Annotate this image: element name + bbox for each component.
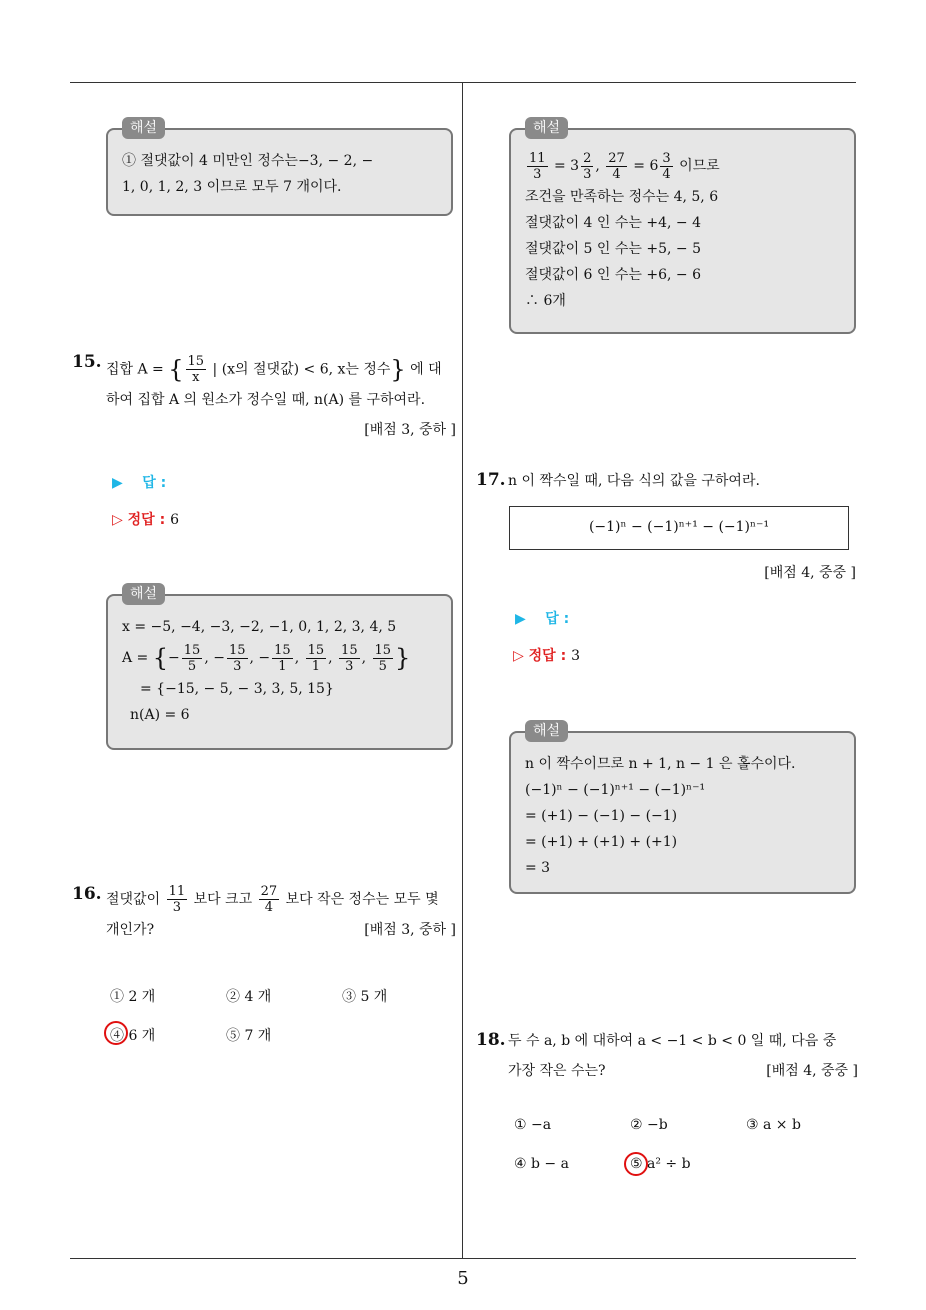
set-element-fraction: $\frac{15}{1}$ , [307, 642, 338, 674]
q15-text-a: 집합 A = [106, 361, 164, 378]
q17-expression-box: (−1)ⁿ − (−1)ⁿ⁺¹ − (−1)ⁿ⁻¹ [509, 506, 849, 550]
q18-question [508, 1026, 858, 1086]
bottom-rule [70, 1258, 856, 1259]
explain-tag: 해설 [525, 117, 568, 139]
q18-score: [배점 4, 중중 ] [766, 1063, 858, 1079]
q15-line2: 하여 집합 A 의 원소가 정수일 때, n(A) 를 구하여라. [106, 392, 426, 408]
q17-explain-line3: = (+1) − (−1) − (−1) [525, 808, 678, 824]
q15-fraction: $\frac{15}{x}$ [187, 354, 205, 385]
explain-tag: 해설 [122, 583, 165, 605]
q15-text-c: 에 대 [410, 361, 442, 378]
top-rule [70, 82, 856, 83]
q15-correct-value: 6 [170, 512, 179, 528]
q15-explain-box [106, 586, 453, 750]
q16-choice-2[interactable]: ② 4 개 [226, 989, 272, 1005]
triangle-outline-icon: ▷ [112, 512, 123, 528]
explain-tag: 해설 [122, 117, 165, 139]
q17-correct-value: 3 [571, 648, 580, 664]
q16-explain-box [509, 120, 856, 334]
q16-score: [배점 3, 중하 ] [364, 922, 456, 938]
play-arrow-icon: ▶ [515, 611, 526, 627]
column-divider [462, 82, 463, 1258]
q16-choice-3[interactable]: ③ 5 개 [342, 989, 388, 1005]
q17-question: n 이 짝수일 때, 다음 식의 값을 구하여라. [508, 473, 760, 489]
set-element-fraction: − $\frac{15}{1}$ , [258, 642, 304, 674]
q16-explain-line2: 조건을 만족하는 정수는 4, 5, 6 [525, 189, 719, 205]
q16-explain-line4: 절댓값이 5 인 수는 +5, − 5 [525, 241, 702, 257]
q18-choice-5[interactable]: ⑤ a² ÷ b [630, 1156, 691, 1172]
set-element-fraction: − $\frac{15}{5}$ , [168, 642, 214, 674]
q15-question: 집합 A = { $\frac{15}{x}$ | (x의 절댓값) < 6, x는 정수} 에 대 하여 집합 A 의 원소가 정수일 때, n(A) 를 구하여라. [배점 3, 중하 ] [106, 354, 456, 445]
q16-explain-line1: $\frac{11}{3}$ = 3 $\frac{2}{3}$ , $\frac{27}{4}$ = 6 $\frac{3}{4}$ 이므로 [529, 150, 720, 182]
q18-number: 18. [476, 1030, 506, 1050]
q16-question: 절댓값이 $\frac{11}{3}$ 보다 크고 $\frac{27}{4}$ 보다 작은 정수는 모두 몇 개인가? [배점 3, 중하 ] [106, 884, 456, 945]
q15-score: [배점 3, 중하 ] [364, 422, 456, 438]
q18-choice-3[interactable]: ③ a × b [746, 1117, 801, 1133]
explain-tag: 해설 [525, 720, 568, 742]
q17-explain-box [509, 723, 856, 894]
set-element-fraction: $\frac{15}{3}$ , [341, 642, 371, 674]
page-number: 5 [457, 1268, 469, 1289]
correct-label: 정답 : [127, 512, 166, 528]
correct-label: 정답 : [528, 648, 567, 664]
q17-explain-line2: (−1)ⁿ − (−1)ⁿ⁺¹ − (−1)ⁿ⁻¹ [525, 782, 706, 798]
triangle-outline-icon: ▷ [513, 648, 524, 664]
q17-explain-line5: = 3 [525, 860, 551, 876]
q14-explain-line1: ① 절댓값이 4 미만인 정수는−3, − 2, − [122, 153, 374, 169]
answer-label: 답 : [142, 475, 167, 491]
q17-answer-row [515, 608, 569, 628]
set-element-fraction: $\frac{15}{5}$ [374, 642, 392, 674]
q14-explain-line2: 1, 0, 1, 2, 3 이므로 모두 7 개이다. [122, 179, 342, 195]
q16-number: 16. [72, 884, 102, 904]
q17-number: 17. [476, 470, 506, 490]
q16-explain-line6: ∴ 6개 [525, 293, 566, 309]
q17-explain-line1: n 이 짝수이므로 n + 1, n − 1 은 홀수이다. [525, 756, 796, 772]
q16-choice-5[interactable]: ⑤ 7 개 [226, 1028, 272, 1044]
set-element-fraction: − $\frac{15}{3}$ , [213, 642, 259, 674]
q15-correct-row [112, 509, 179, 529]
q16-choice-1[interactable]: ① 2 개 [110, 989, 156, 1005]
answer-label: 답 : [545, 611, 570, 627]
q16-line2: 개인가? [106, 922, 155, 938]
q18-choice-1[interactable]: ① −a [514, 1117, 552, 1133]
q16-explain-line5: 절댓값이 6 인 수는 +6, − 6 [525, 267, 702, 283]
q15-answer-row [112, 472, 166, 492]
q16-choice-4[interactable]: ④ 6 개 [110, 1028, 156, 1044]
answer-circle-mark [624, 1152, 648, 1176]
q17-score: [배점 4, 중중 ] [764, 565, 856, 581]
q18-line2: 가장 작은 수는? [508, 1063, 606, 1079]
q18-choice-4[interactable]: ④ b − a [514, 1156, 569, 1172]
q15-explain-line4: n(A) = 6 [130, 707, 190, 723]
q15-explain-line2: A = {− $\frac{15}{5}$ , − $\frac{15}{3}$ , − $\frac{15}{1}$ , $\frac{15}{1}$ , $\frac{15}{3}$ , $\frac{15}{5}$ } [122, 642, 411, 674]
q15-explain-line3: = {−15, − 5, − 3, 3, 5, 15} [140, 681, 334, 697]
q15-number: 15. [72, 352, 102, 372]
q17-explain-line4: = (+1) + (+1) + (+1) [525, 834, 678, 850]
q18-line1: 두 수 a, b 에 대하여 a < −1 < b < 0 일 때, 다음 중 [508, 1033, 837, 1049]
q15-text-b: | (x의 절댓값) < 6, x는 정수 [212, 361, 391, 378]
q17-correct-row [513, 645, 580, 665]
answer-circle-mark [104, 1021, 128, 1045]
q16-explain-line3: 절댓값이 4 인 수는 +4, − 4 [525, 215, 702, 231]
q14-explain-box [106, 120, 453, 216]
play-arrow-icon: ▶ [112, 475, 123, 491]
q18-choice-2[interactable]: ② −b [630, 1117, 668, 1133]
q15-explain-line1: x = −5, −4, −3, −2, −1, 0, 1, 2, 3, 4, 5 [122, 619, 397, 635]
